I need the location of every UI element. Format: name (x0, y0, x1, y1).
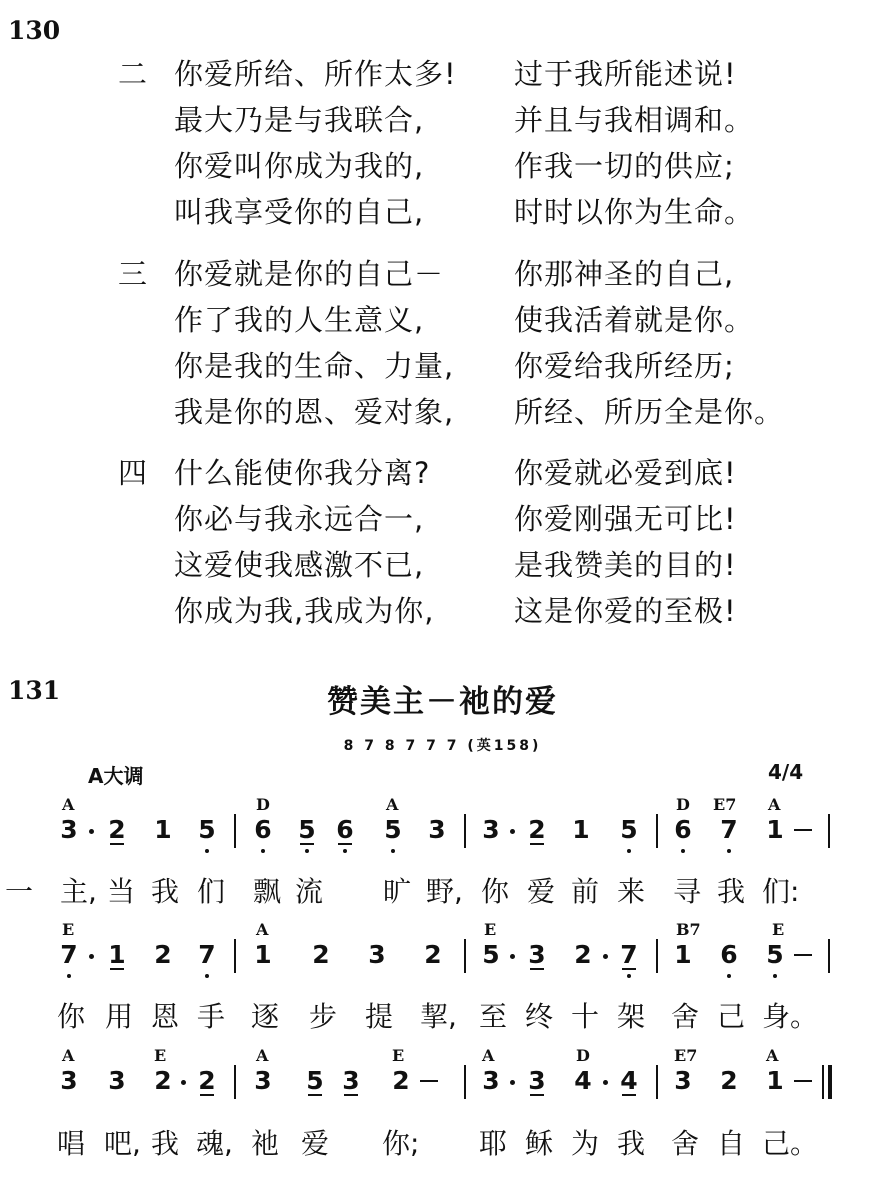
note: 4 (574, 1066, 592, 1095)
hymn-meter: 8 7 8 7 7 7 (英158) (343, 738, 542, 754)
lyric-syllable: 至 (478, 1000, 507, 1033)
lyric-syllable: 身。 (762, 1000, 819, 1033)
lyric-syllable: 我 (150, 1127, 179, 1160)
bar-line (656, 1065, 658, 1099)
note: 5 (298, 815, 316, 844)
verse-line-right: 是我赞美的目的! (514, 548, 737, 582)
chord-symbol: E (392, 1046, 405, 1065)
note: 3 (60, 815, 78, 844)
lyric-syllable: 己。 (762, 1127, 819, 1160)
note: 2 (312, 940, 330, 969)
chord-symbol: E7 (674, 1046, 698, 1065)
chord-symbol: A (62, 1046, 75, 1065)
lyric-syllable: 寻 (672, 875, 701, 908)
verse-line-left: 你爱就是你的自己－ (174, 257, 445, 291)
verse-line-left: 你爱叫你成为我的, (174, 149, 425, 183)
verse-line (118, 589, 818, 635)
lyric-syllable: 己 (716, 1000, 745, 1033)
hymn-title: 赞美主－祂的爱 (327, 684, 558, 720)
note: 3 (60, 1066, 78, 1095)
verse-line (118, 344, 818, 390)
verse-line-right: 你爱刚强无可比! (514, 502, 737, 536)
verse-line-right: 使我活着就是你。 (514, 303, 755, 337)
note: 3 (482, 815, 500, 844)
bar-line (828, 939, 830, 973)
bar-line (234, 814, 236, 848)
verse-line (118, 144, 818, 190)
duration-dot (510, 829, 515, 834)
duration-dot (181, 1080, 186, 1085)
key-signature: A大调 (88, 764, 144, 788)
lyric-syllable: 唱 (56, 1127, 85, 1160)
note: 1 (572, 815, 590, 844)
chord-symbol: E7 (713, 795, 737, 814)
lyric-syllable: 自 (716, 1127, 745, 1160)
verse-line (118, 451, 818, 497)
chord-symbol: A (482, 1046, 495, 1065)
bar-line (464, 1065, 466, 1099)
note: 7 (198, 940, 216, 969)
note: 2 (528, 815, 546, 844)
lyric-syllable: 舍 (670, 1127, 699, 1160)
stanza-4 (118, 451, 818, 635)
lyric-syllable: 一 (4, 875, 33, 908)
lyric-syllable: 步 (308, 1000, 337, 1033)
verse-line-left: 最大乃是与我联合, (174, 103, 425, 137)
verse-line-left: 叫我享受你的自己, (174, 195, 425, 229)
note: 5 (482, 940, 500, 969)
chord-symbol: B7 (676, 920, 701, 939)
verse-line-right: 你那神圣的自己, (514, 257, 735, 291)
note: 1 (766, 1066, 784, 1095)
chord-symbol: E (62, 920, 75, 939)
lyric-syllable: 流 (294, 875, 323, 908)
lyric-syllable: 旷 (382, 875, 411, 908)
note: 2 (720, 1066, 738, 1095)
lyric-syllable: 提 (364, 1000, 393, 1033)
chord-symbol: A (256, 920, 269, 939)
chord-symbol: E (484, 920, 497, 939)
verse-line-left: 我是你的恩、爱对象, (174, 395, 455, 429)
lyric-syllable: 为 (570, 1127, 599, 1160)
duration-dot (510, 1080, 515, 1085)
note: 2 (574, 940, 592, 969)
lyric-syllable: 吧, (104, 1127, 141, 1160)
note: 4 (620, 1066, 638, 1095)
verse-line-right: 过于我所能述说! (514, 57, 737, 91)
lyric-syllable: 主, (60, 875, 97, 908)
lyric-syllable: 魂, (196, 1127, 233, 1160)
chord-symbol: D (576, 1046, 590, 1065)
hold-dash (794, 1080, 812, 1082)
stanza-number: 四 (118, 456, 149, 490)
lyric-syllable: 你; (382, 1127, 420, 1160)
lyric-syllable: 野, (426, 875, 463, 908)
hold-dash (794, 954, 812, 956)
note: 6 (254, 815, 272, 844)
lyric-syllable: 终 (524, 1000, 553, 1033)
lyric-syllable: 祂 (250, 1127, 279, 1160)
verse-line-left: 你爱所给、所作太多! (174, 57, 457, 91)
note: 2 (154, 1066, 172, 1095)
bar-line (234, 939, 236, 973)
lyric-syllable: 当 (106, 875, 135, 908)
lyric-syllable: 稣 (524, 1127, 553, 1160)
bar-line (464, 939, 466, 973)
note: 3 (368, 940, 386, 969)
verse-line (118, 298, 818, 344)
chord-symbol: E (772, 920, 785, 939)
chord-symbol: D (676, 795, 690, 814)
verse-line-left: 这爱使我感激不已, (174, 548, 425, 582)
verse-line-left: 你必与我永远合一, (174, 502, 425, 536)
hold-dash (794, 829, 812, 831)
note: 2 (108, 815, 126, 844)
lyric-syllable: 前 (570, 875, 599, 908)
verse-line-left: 你成为我,我成为你, (174, 594, 435, 628)
duration-dot (89, 954, 94, 959)
lyric-syllable: 爱 (300, 1127, 329, 1160)
chord-symbol: D (256, 795, 270, 814)
note: 3 (482, 1066, 500, 1095)
note: 6 (674, 815, 692, 844)
note: 3 (108, 1066, 126, 1095)
lyric-syllable: 你 (56, 1000, 85, 1033)
chord-symbol: A (766, 1046, 779, 1065)
lyric-syllable: 手 (196, 1000, 225, 1033)
verse-line-right: 并且与我相调和。 (514, 103, 755, 137)
note: 1 (766, 815, 784, 844)
hymn-number-131: 131 (8, 676, 61, 705)
duration-dot (89, 829, 94, 834)
lyric-syllable: 挈, (420, 1000, 457, 1033)
verse-line (118, 98, 818, 144)
lyric-syllable: 恩 (150, 1000, 179, 1033)
note: 1 (108, 940, 126, 969)
verse-line (118, 497, 818, 543)
lyric-syllable: 舍 (670, 1000, 699, 1033)
stanza-number: 三 (118, 257, 149, 291)
bar-line (234, 1065, 236, 1099)
lyric-syllable: 十 (570, 1000, 599, 1033)
hymn-number-130: 130 (8, 16, 61, 45)
verse-line-right: 作我一切的供应; (514, 149, 735, 183)
note: 3 (674, 1066, 692, 1095)
lyric-syllable: 耶 (478, 1127, 507, 1160)
note: 3 (428, 815, 446, 844)
final-bar-line-thick (828, 1065, 832, 1099)
bar-line (656, 814, 658, 848)
chord-symbol: A (256, 1046, 269, 1065)
verse-line (118, 543, 818, 589)
note: 1 (254, 940, 272, 969)
note: 5 (306, 1066, 324, 1095)
lyric-syllable: 你 (480, 875, 509, 908)
duration-dot (510, 954, 515, 959)
lyric-syllable: 飘 (252, 875, 281, 908)
lyric-syllable: 我 (716, 875, 745, 908)
note: 7 (720, 815, 738, 844)
lyric-syllable: 我 (150, 875, 179, 908)
verse-line (118, 252, 818, 298)
verse-line-left: 作了我的人生意义, (174, 303, 425, 337)
note: 2 (424, 940, 442, 969)
lyric-syllable: 用 (104, 1000, 133, 1033)
bar-line (656, 939, 658, 973)
stanza-number: 二 (118, 57, 149, 91)
lyric-syllable: 爱 (526, 875, 555, 908)
verse-line-left: 你是我的生命、力量, (174, 349, 455, 383)
chord-symbol: A (62, 795, 75, 814)
note: 3 (528, 940, 546, 969)
verse-line-right: 你爱给我所经历; (514, 349, 735, 383)
note: 5 (620, 815, 638, 844)
bar-line (828, 814, 830, 848)
verse-line-right: 这是你爱的至极! (514, 594, 737, 628)
chord-symbol: E (154, 1046, 167, 1065)
lyric-syllable: 我 (616, 1127, 645, 1160)
time-signature: 4/4 (768, 760, 804, 784)
lyric-syllable: 们: (762, 875, 800, 908)
note: 2 (392, 1066, 410, 1095)
note: 2 (198, 1066, 216, 1095)
verse-line-right: 所经、所历全是你。 (514, 395, 785, 429)
note: 5 (384, 815, 402, 844)
note: 7 (620, 940, 638, 969)
verse-line (118, 52, 818, 98)
note: 3 (342, 1066, 360, 1095)
verse-line-left: 什么能使你我分离? (174, 456, 431, 490)
verse-line (118, 190, 818, 236)
lyric-syllable: 逐 (250, 1000, 279, 1033)
note: 1 (674, 940, 692, 969)
bar-line (464, 814, 466, 848)
chord-symbol: A (768, 795, 781, 814)
note: 7 (60, 940, 78, 969)
lyric-syllable: 们 (196, 875, 225, 908)
duration-dot (603, 1080, 608, 1085)
stanza-2 (118, 52, 818, 236)
note: 6 (720, 940, 738, 969)
final-bar-line-thin (822, 1065, 824, 1099)
verse-line-right: 你爱就必爱到底! (514, 456, 737, 490)
note: 5 (198, 815, 216, 844)
duration-dot (603, 954, 608, 959)
note: 2 (154, 940, 172, 969)
note: 3 (254, 1066, 272, 1095)
hold-dash (420, 1080, 438, 1082)
lyric-syllable: 来 (616, 875, 645, 908)
chord-symbol: A (386, 795, 399, 814)
verse-line-right: 时时以你为生命。 (514, 195, 755, 229)
note: 6 (336, 815, 354, 844)
verse-line (118, 390, 818, 436)
note: 5 (766, 940, 784, 969)
lyric-syllable: 架 (616, 1000, 645, 1033)
note: 3 (528, 1066, 546, 1095)
stanza-3 (118, 252, 818, 436)
note: 1 (154, 815, 172, 844)
